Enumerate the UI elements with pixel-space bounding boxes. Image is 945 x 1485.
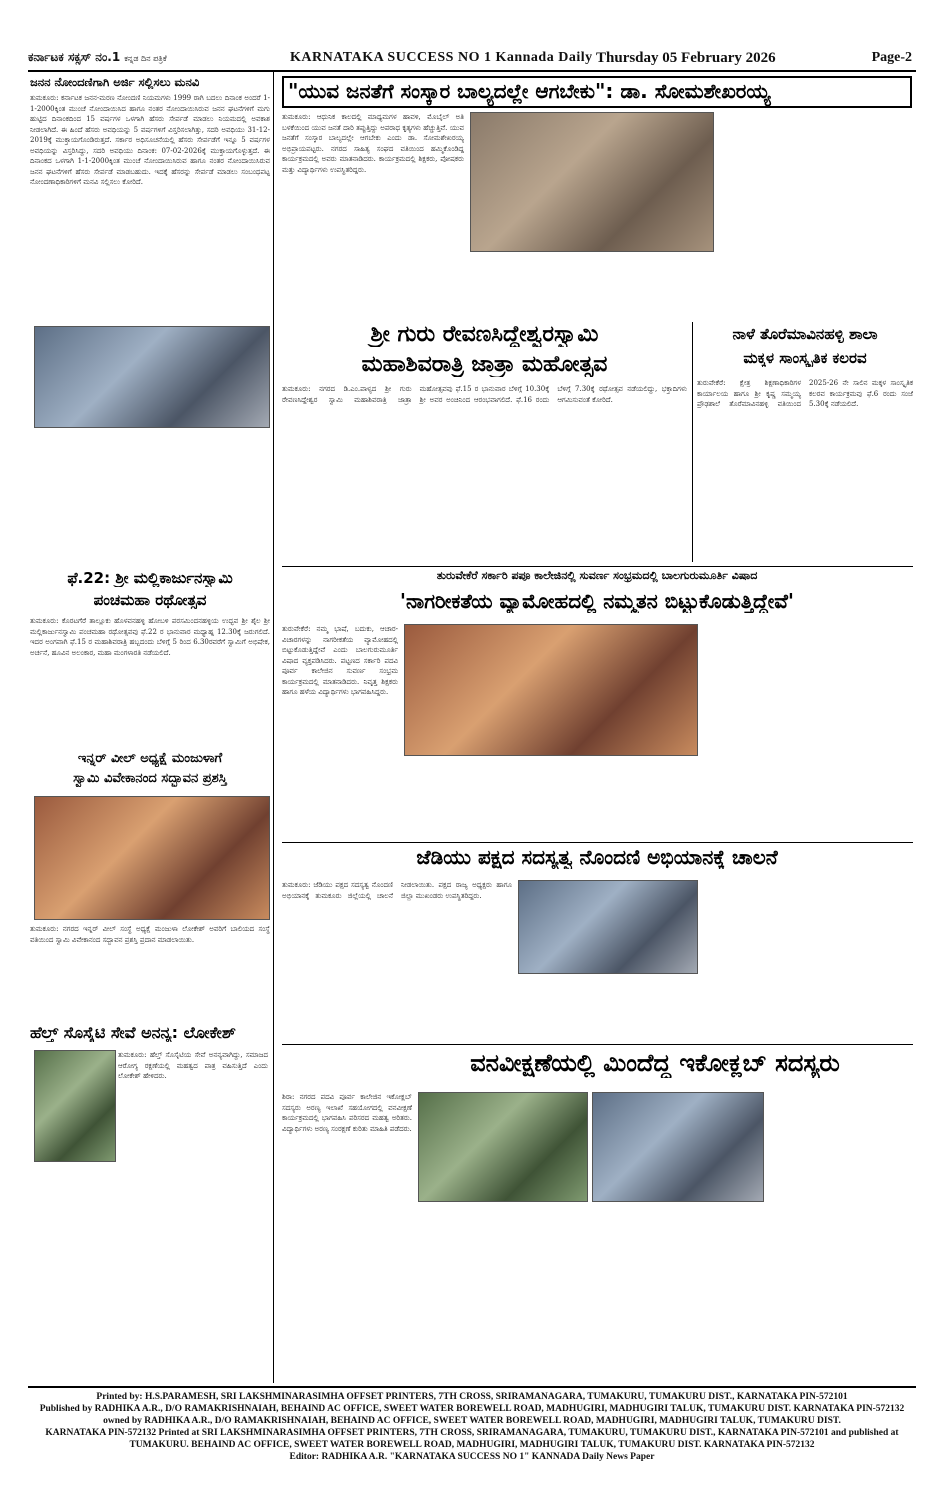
article-somashekharaiah-cont [470, 252, 712, 320]
article-toremavinahalli: ತುರುವೇಕೆರೆ: ಕ್ಷೇತ್ರ ಶಿಕ್ಷಣಾಧಿಕಾರಿಗಳ ಕಾರ್ಯಾಲಯ ಹಾಗೂ ಶ್ರೀ ಕೃಷ್ಣ ಸಮ್ಮಯ್ಯ ಪ್ರೌಢಶಾಲೆ ತೊರೆಮಾವಿನಹಳ್ಳಿ ವತಿಯಿಂದ 2025-26 ನೇ ಸಾಲಿನ ಮಕ್ಕಳ ಸಾಂಸ್ಕೃತಿಕ ಕಲರವ ಕಾರ್ಯಕ್ರಮವು ಫೆ.6 ರಂದು ಸಂಜೆ 5.30ಕ್ಕೆ ನಡೆಯಲಿದೆ. [697, 379, 913, 408]
article-innerwheel: ತುಮಕೂರು: ನಗರದ ಇನ್ನರ್ ವೀಲ್ ಸಂಸ್ಥೆ ಅಧ್ಯಕ್ಷೆ ಮಂಜುಳಾ ಲೋಕೇಶ್ ಅವರಿಗೆ ಬಾಲಿಯದ ಸಂಸ್ಥೆ ವತಿಯಿಂದ ಸ್ವಾಮಿ ವಿವೇಕಾನಂದ ಸದ್ಭಾವನ ಪ್ರಶಸ್ತಿ ಪ್ರದಾನ ಮಾಡಲಾಯಿತು. [30, 925, 270, 944]
page-number: Page-2 [871, 50, 912, 65]
column-rule-left-top [273, 72, 274, 707]
masthead-left [28, 50, 167, 65]
headline-toremavinahalli-line2: ಮಕ್ಕಳ ಸಾಂಸ್ಕೃತಿಕ ಕಲರವ [743, 350, 867, 367]
article-college-cont [404, 756, 696, 840]
masthead [28, 48, 916, 72]
photo-health-society [34, 1050, 116, 1162]
headline-toremavinahalli: ನಾಳೆ ತೊರೆಮಾವಿನಹಳ್ಳಿ ಶಾಲಾ [732, 326, 878, 343]
photo-jdu [518, 880, 698, 974]
article-birth-registration: ತುಮಕೂರು: ಕರ್ನಾಟಕ ಜನನ-ಮರಣ ನೋಂದಣಿ ನಿಯಮಗಳು 1999 ರಾಗಿ ಬದಲು ದಿನಾಂಕ ಅಂದರೆ 1-1-2000ಕ್ಕಿಂತ ಮುಂಚೆ ನೋಂದಾಯಿಸಿದ ಹಾಗೂ ನಂತರ ನೋಂದಾಯಿಸಿರುವ ಜನನ ಘಟನೆಗಳಿಗೆ ಮಗು ಹುಟ್ಟಿದ ದಿನಾಂಕದಿಂದ 15 ವರ್ಷಗಳ ಒಳಗಾಗಿ ಹೆಸರು ಸೇರ್ಪಡೆ ಮಾಡಲು ನಿಯಮದಲ್ಲಿ ಅವಕಾಶ ನೀಡಲಾಗಿದೆ. ಈ ಹಿಂದೆ ಹೆಸರು ಅವಧಿಯನ್ನು 5 ವರ್ಷಗಳಿಗೆ ವಿಸ್ತರಿಸಲಾಗಿತ್ತು, ಸದರಿ ಅವಧಿಯು 31-12-2019ಕ್ಕೆ ಮುಕ್ತಾಯಗೊಂಡಿರುತ್ತದೆ. ಸರ್ಕಾರ ಅಧಿಸೂಚನೆಯಲ್ಲಿ ಹೆಸರು ಸೇರ್ಪಡೆಗೆ ಇನ್ನೂ 5 ವರ್ಷಗಳ ಅವಧಿಯನ್ನು ವಿಸ್ತರಿಸಿದ್ದು, ಸದರಿ ಅವಧಿಯು ದಿನಾಂಕ: 07-02-2026ಕ್ಕೆ ಮುಕ್ತಾಯಗೊಳ್ಳುತ್ತದೆ. ಈ ದಿನಾಂಕದ ಒಳಗಾಗಿ 1-1-2000ಕ್ಕಿಂತ ಮುಂಚೆ ನೋಂದಾಯಿಸಿರುವ ಹಾಗೂ ನಂತರ ನೋಂದಾಯಿಸಿರುವ ಜನನ ಘಟನೆಗಳಿಗೆ ಹೆಸರು ಸೇರ್ಪಡೆ ಮಾಡಬಹುದು. ಇದಕ್ಕೆ ಹೆಸರನ್ನು ಸೇರ್ಪಡೆ ಮಾಡಲು ಸಂಬಂಧಪಟ್ಟ ನೋಂದಣಾಧಿಕಾರಿಗಳಿಗೆ ಮನವಿ ಸಲ್ಲಿಸಲು ಕೋರಿದೆ. [30, 94, 270, 186]
headline-college: 'ನಾಗರೀಕತೆಯ ವ್ಯಾಮೋಹದಲ್ಲಿ ನಮ್ಮತನ ಬಿಟ್ಟುಕೊಡುತ್ತಿದ್ದೇವೆ' [399, 590, 795, 613]
rule-before-college [282, 566, 913, 567]
headline-revanasiddeshwara: ಶ್ರೀ ಗುರು ರೇವಣಸಿದ್ದೇಶ್ವರಸ್ವಾಮಿ [370, 322, 599, 347]
headline-ecoclub: ವನವೀಕ್ಷಣೆಯಲ್ಲಿ ಮಿಂದೆದ್ದ ಇಕೋಕ್ಲಬ್ ಸದಸ್ಯರು [470, 1050, 840, 1077]
photo-award [34, 796, 270, 920]
masthead-subtitle: ಕನ್ನಡ ದಿನ ಪತ್ರಿಕೆ [124, 54, 167, 63]
article-ecoclub-cont [418, 1204, 762, 1380]
article-somashekharaiah: ತುಮಕೂರು: ಆಧುನಿಕ ಕಾಲದಲ್ಲಿ ಮಾಧ್ಯಮಗಳ ಹಾವಳಿ, ಮೊಬೈಲ್ ಅತಿ ಬಳಕೆಯಿಂದ ಯುವ ಜನತೆ ದಾರಿ ತಪ್ಪುತ್ತಿದ್ದು ಅಪರಾಧ ಕೃತ್ಯಗಳು ಹೆಚ್ಚುತ್ತಿವೆ. ಯುವ ಜನತೆಗೆ ಸಂಸ್ಕಾರ ಬಾಲ್ಯದಲ್ಲೇ ಆಗಬೇಕು ಎಂದು ಡಾ. ಸೋಮಶೇಖರಯ್ಯ ಅಭಿಪ್ರಾಯಪಟ್ಟರು. ನಗರದ ಸಾಹಿತ್ಯ ಸಂಘದ ವತಿಯಿಂದ ಹಮ್ಮಿಕೊಂಡಿದ್ದ ಕಾರ್ಯಕ್ರಮದಲ್ಲಿ ಅವರು ಮಾತನಾಡಿದರು. ಕಾರ್ಯಕ್ರಮದಲ್ಲಿ ಶಿಕ್ಷಕರು, ಪೋಷಕರು ಮತ್ತು ವಿದ್ಯಾರ್ಥಿಗಳು ಉಪಸ್ಥಿತರಿದ್ದರು. [282, 113, 464, 174]
headline-mallikarjuna-line2: ಪಂಚಮಹಾ ರಥೋತ್ಸವ [93, 592, 207, 609]
imprint-editor: Editor: RADHIKA A.R. "KARNATAKA SUCCESS NO 1" KANNADA Daily News Paper [289, 1452, 655, 1462]
photo-ecoclub-1 [418, 1092, 588, 1202]
headline-mallikarjuna: ಫೆ.22: ಶ್ರೀ ಮಲ್ಲಿಕಾರ್ಜುನಸ್ವಾಮಿ [67, 570, 233, 587]
article-ecoclub-col3 [768, 1092, 912, 1380]
rule-before-eco [282, 1044, 913, 1045]
article-college-col3 [702, 624, 912, 840]
article-somashekharaiah-col3 [718, 112, 912, 320]
headline-revanasiddeshwara-line2: ಮಹಾಶಿವರಾತ್ರಿ ಜಾತ್ರಾ ಮಹೋತ್ಸವ [361, 352, 608, 377]
article-jdu-cont [518, 974, 696, 1040]
imprint-footer [28, 1386, 916, 1463]
imprint-line-2: Published by RADHIKA A.R., D/O RAMAKRISHNAIAH, BEHAIND AC OFFICE, SWEET WATER BOREWELL ROAD, MADHUGIRI, MADHUGIRI TALUK, TUMAKURU DIST. KARNATAKA PIN-572132 owned by RADHIKA A.R., D/O RAMAKRISHNAIAH, BEHAIND AC OFFICE, SWEET WATER BOREWELL ROAD, MADHUGIRI, MADHUGIRI TALUK, TUMAKURU DIST. [39, 1404, 905, 1426]
rule-before-jdu [282, 842, 913, 843]
column-rule-left-bottom [273, 707, 274, 1383]
article-jdu-col3 [702, 880, 912, 1040]
headline-birth-registration: ಜನನ ನೋಂದಣಿಗಾಗಿ ಅರ್ಜಿ ಸಲ್ಲಿಸಲು ಮನವಿ [30, 76, 200, 89]
article-health-society-cont [30, 1164, 116, 1380]
headline-innerwheel: ಇನ್ನರ್ ವೀಲ್ ಅಧ್ಯಕ್ಷೆ ಮಂಜುಳಾಗೆ [77, 752, 223, 766]
masthead-title: KARNATAKA SUCCESS NO 1 Kannada Daily [290, 50, 593, 65]
masthead-title-kannada: ಕರ್ನಾಟಕ ಸಕ್ಸಸ್ ನಂ.1 [28, 50, 121, 64]
photo-felicitation [34, 326, 270, 428]
headline-somashekharaiah: "ಯುವ ಜನತೆಗೆ ಸಂಸ್ಕಾರ ಬಾಲ್ಯದಲ್ಲೇ ಆಗಬೇಕು": ಡಾ. ಸೋಮಶೇಖರಯ್ಯ [282, 76, 912, 108]
article-college: ತುರುವೇಕೆರೆ: ನಮ್ಮ ಭಾಷೆ, ಬದುಕು, ಆಚಾರ-ವಿಚಾರಗಳನ್ನು ನಾಗರೀಕತೆಯ ವ್ಯಾಮೋಹದಲ್ಲಿ ಬಿಟ್ಟುಕೊಡುತ್ತಿದ್ದೇವೆ ಎಂದು ಬಾಲಗುರುಮೂರ್ತಿ ವಿಷಾದ ವ್ಯಕ್ತಪಡಿಸಿದರು. ಪಟ್ಟಣದ ಸರ್ಕಾರಿ ಪದವಿ ಪೂರ್ವ ಕಾಲೇಜಿನ ಸುವರ್ಣ ಸಂಭ್ರಮ ಕಾರ್ಯಕ್ರಮದಲ್ಲಿ ಮಾತನಾಡಿದರು. ನಿವೃತ್ತ ಶಿಕ್ಷಕರು ಹಾಗೂ ಹಳೆಯ ವಿದ್ಯಾರ್ಥಿಗಳು ಭಾಗವಹಿಸಿದ್ದರು. [282, 625, 398, 696]
photo-ecoclub-2 [592, 1092, 764, 1202]
column-rule-right [692, 322, 693, 562]
article-jdu: ತುಮಕೂರು: ಜೆಡಿಯು ಪಕ್ಷದ ಸದಸ್ಯತ್ವ ನೊಂದಣಿ ಅಭಿಯಾನಕ್ಕೆ ತುಮಕೂರು ಜಿಲ್ಲೆಯಲ್ಲಿ ಚಾಲನೆ ನೀಡಲಾಯಿತು. ಪಕ್ಷದ ರಾಜ್ಯ ಅಧ್ಯಕ್ಷರು ಹಾಗೂ ಜಿಲ್ಲಾ ಮುಖಂಡರು ಉಪಸ್ಥಿತರಿದ್ದರು. [282, 881, 512, 900]
article-felicitation-caption [30, 430, 270, 565]
headline-innerwheel-line2: ಸ್ವಾಮಿ ವಿವೇಕಾನಂದ ಸದ್ಭಾವನ ಪ್ರಶಸ್ತಿ [73, 772, 227, 786]
subhead-college: ತುರುವೇಕೆರೆ ಸರ್ಕಾರಿ ಪಪೂ ಕಾಲೇಜಿನಲ್ಲಿ ಸುವರ್ಣ ಸಂಭ್ರಮದಲ್ಲಿ ಬಾಲಗುರುಮೂರ್ತಿ ವಿಷಾದ [436, 570, 758, 582]
headline-health-society: ಹೆಲ್ತ್ ಸೊಸೈಟಿ ಸೇವೆ ಅನನ್ಯ: ಲೋಕೇಶ್ [30, 1024, 236, 1042]
article-mallikarjuna: ತುಮಕೂರು: ಕೊರಟಗೆರೆ ತಾಲ್ಲೂಕು ಹೊಳವನಹಳ್ಳಿ ಹೋಬಳಿ ಪರಸಮಿಂದನಹಳ್ಳಿಯ ಉದ್ಭವ ಶ್ರೀ ಶೈಲ ಶ್ರೀ ಮಲ್ಲಿಕಾರ್ಜುನಸ್ವಾಮಿ ಪಂಚಮಹಾ ರಥೋತ್ಸವವು ಫೆ.22 ರ ಭಾನುವಾರ ಮಧ್ಯಾಹ್ನ 12.30ಕ್ಕೆ ಜರುಗಲಿದೆ. ಇದರ ಅಂಗವಾಗಿ ಫೆ.15 ರ ಮಹಾಶಿವರಾತ್ರಿ ಹಬ್ಬದಂದು ಬೆಳಿಗ್ಗೆ 5 ರಿಂದ 6.30ರವರೆಗೆ ಸ್ವಾಮಿಗೆ ಅಭಿಷೇಕ, ಅರ್ಚನೆ, ಹೂವಿನ ಅಲಂಕಾರ, ಮಹಾ ಮಂಗಳಾರತಿ ನಡೆಯಲಿದೆ. [30, 617, 270, 657]
article-ecoclub: ಶಿರಾ: ನಗರದ ಪದವಿ ಪೂರ್ವ ಕಾಲೇಜಿನ ಇಕೋಕ್ಲಬ್ ಸದಸ್ಯರು ಅರಣ್ಯ ಇಲಾಖೆ ಸಹಯೋಗದಲ್ಲಿ ವನವೀಕ್ಷಣೆ ಕಾರ್ಯಕ್ರಮದಲ್ಲಿ ಭಾಗವಹಿಸಿ ಪರಿಸರದ ಮಹತ್ವ ಅರಿತರು. ವಿದ್ಯಾರ್ಥಿಗಳು ಅರಣ್ಯ ಸಂರಕ್ಷಣೆ ಕುರಿತು ಮಾಹಿತಿ ಪಡೆದರು. [282, 1093, 412, 1133]
article-health-society: ತುಮಕೂರು: ಹೆಲ್ತ್ ಸೊಸೈಟಿಯ ಸೇವೆ ಅನನ್ಯವಾಗಿದ್ದು, ಸಮಾಜದ ಆರೋಗ್ಯ ರಕ್ಷಣೆಯಲ್ಲಿ ಮಹತ್ವದ ಪಾತ್ರ ವಹಿಸುತ್ತಿದೆ ಎಂದು ಲೋಕೇಶ್ ಹೇಳಿದರು. [118, 1051, 268, 1080]
photo-somashekharaiah [470, 112, 714, 252]
imprint-line-3: KARNATAKA PIN-572132 Printed at SRI LAKSHMINARASIMHA OFFSET PRINTERS, 7TH CROSS, SRIRAMANAGARA, TUMAKURU, TUMAKURU DIST., KARNATAKA PIN-572101 and published at TUMAKURU. BEHAIND AC OFFICE, SWEET WATER BOREWELL ROAD, MADHUGIRI, MADHUGIRI TALUK, TUMAKURU DIST. KARNATAKA PIN-572132 [45, 1428, 899, 1450]
masthead-date: Thursday 05 February 2026 [596, 50, 776, 66]
article-revanasiddeshwara: ತುಮಕೂರು: ನಗರದ ಡಿ.ಎಂ.ಪಾಳ್ಯದ ಶ್ರೀ ಗುರು ರೇವಣಸಿದ್ದೇಶ್ವರ ಸ್ವಾಮಿ ಮಹಾಶಿವರಾತ್ರಿ ಜಾತ್ರಾ ಮಹೋತ್ಸವವು ಫೆ.15 ರ ಭಾನುವಾರ ಬೆಳಿಗ್ಗೆ 10.30ಕ್ಕೆ ಶ್ರೀ ಅವರ ಅಂಚಿನಿಂದ ಆರಂಭವಾಗಲಿದೆ. ಫೆ.16 ರಂದು ಬೆಳಿಗ್ಗೆ 7.30ಕ್ಕೆ ರಥೋತ್ಸವ ನಡೆಯಲಿದ್ದು, ಭಕ್ತಾದಿಗಳು ಆಗಮಿಸುವಂತೆ ಕೋರಿದೆ. [282, 385, 687, 404]
photo-college [404, 624, 698, 756]
imprint-line-1: Printed by: H.S.PARAMESH, SRI LAKSHMINARASIMHA OFFSET PRINTERS, 7TH CROSS, SRIRAMANAGARA, TUMAKURU, TUMAKURU DIST., KARNATAKA PIN-572101 [96, 1392, 848, 1402]
headline-jdu: ಜೆಡಿಯು ಪಕ್ಷದ ಸದಸ್ಯತ್ವ ನೊಂದಣಿ ಅಭಿಯಾನಕ್ಕೆ ಚಾಲನೆ [416, 846, 778, 869]
